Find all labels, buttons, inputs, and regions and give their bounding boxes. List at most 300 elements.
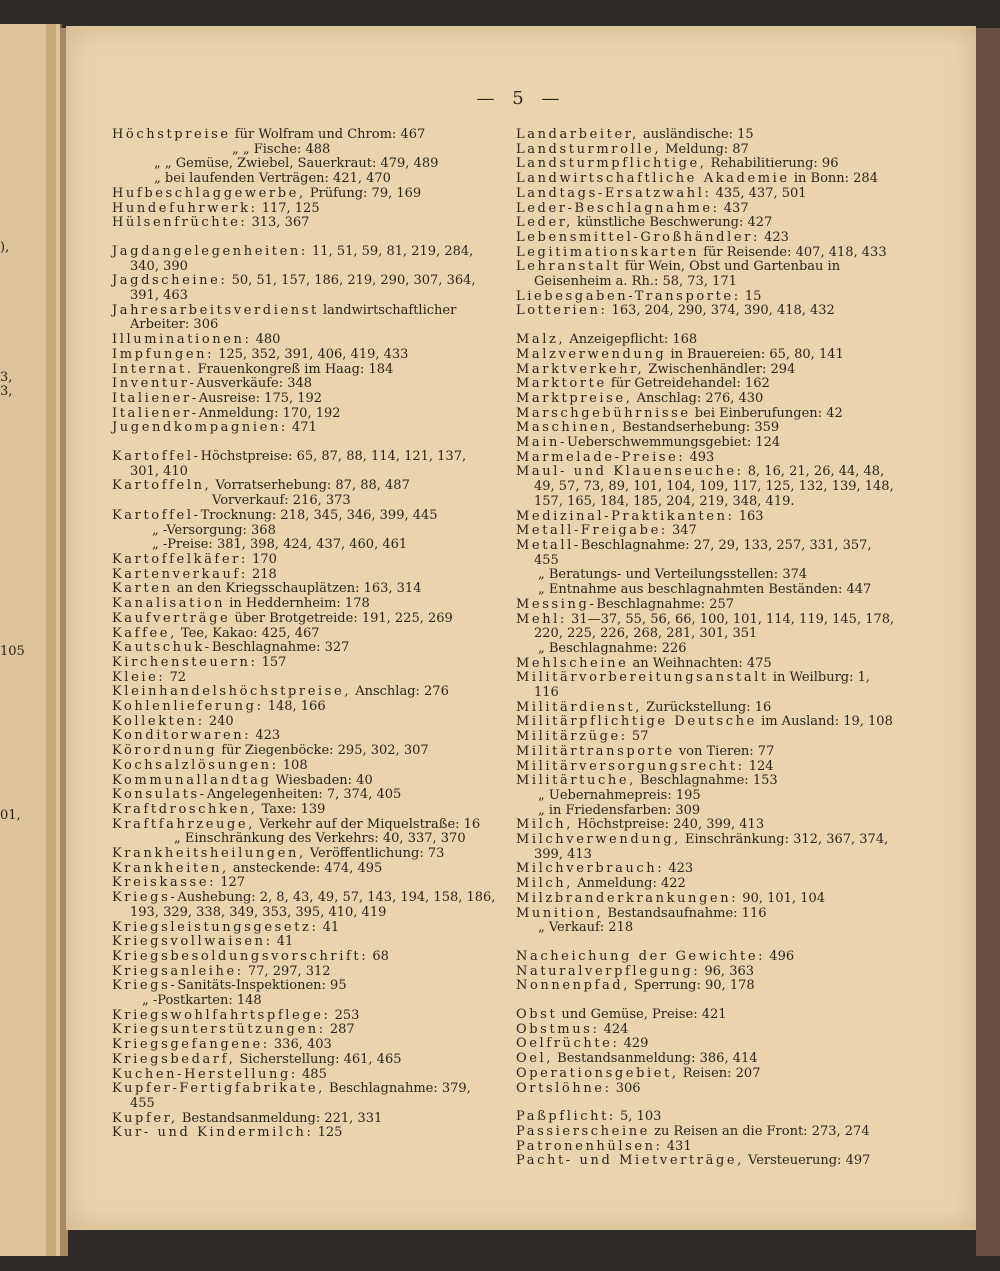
index-term: Kraftdroschken, xyxy=(112,801,258,817)
index-entry xyxy=(112,847,496,862)
index-entry xyxy=(112,891,496,920)
index-references: 424 xyxy=(599,1021,629,1037)
index-entry xyxy=(112,774,496,789)
index-entry xyxy=(516,1023,896,1038)
index-entry xyxy=(112,304,496,333)
edge-fragment: 01, xyxy=(0,808,21,823)
index-entry xyxy=(112,1009,496,1024)
index-entry xyxy=(112,1082,496,1111)
index-entry xyxy=(112,407,496,422)
index-entry xyxy=(516,583,896,598)
index-entry xyxy=(112,421,496,436)
index-references: für Reisende: 407, 418, 433 xyxy=(699,244,887,260)
index-entry xyxy=(112,582,496,597)
index-term: Milch, xyxy=(516,817,574,833)
index-entry xyxy=(112,1023,496,1038)
index-term: Höchstpreise xyxy=(112,127,231,142)
index-term: Obst xyxy=(516,1007,558,1023)
index-entry xyxy=(516,979,896,994)
index-term: Patronenhülsen: xyxy=(516,1138,663,1154)
index-term: Kochsalzlösungen: xyxy=(112,757,279,773)
index-references: 15 xyxy=(740,288,762,304)
index-references: Ausreise: 175, 192 xyxy=(198,390,323,406)
index-term: Militärdienst, xyxy=(516,699,642,715)
index-references: ansteckende: 474, 495 xyxy=(228,860,383,876)
index-entry xyxy=(112,377,496,392)
index-references: 5, 103 xyxy=(615,1109,662,1125)
index-references: 423 xyxy=(759,229,789,245)
index-references: „ Uebernahmepreis: 195 xyxy=(538,787,701,803)
index-references: 336, 403 xyxy=(269,1037,332,1053)
index-entry xyxy=(516,642,896,657)
index-entry xyxy=(516,202,896,217)
index-term: Kriegsbesoldungsvorschrift: xyxy=(112,948,369,964)
index-term: Kriegsbedarf, xyxy=(112,1051,236,1067)
index-references: 77, 297, 312 xyxy=(243,963,331,979)
index-references: Zurückstellung: 16 xyxy=(641,699,772,715)
page-number: — 5 — xyxy=(476,88,566,109)
index-term: Militärzüge: xyxy=(516,729,628,745)
index-term: Kollekten: xyxy=(112,713,205,729)
index-term: Kriegsgefangene: xyxy=(112,1037,270,1053)
index-references: 108 xyxy=(278,757,308,773)
index-entry xyxy=(516,451,896,466)
index-references: 41 xyxy=(272,934,294,950)
index-term: Illuminationen: xyxy=(112,332,252,348)
index-references: und Gemüse, Preise: 421 xyxy=(557,1007,727,1023)
index-references: 471 xyxy=(287,420,317,436)
index-term: Kartoffelkäfer: xyxy=(112,551,248,567)
index-references: 72 xyxy=(165,669,187,685)
index-references: 157 xyxy=(257,654,287,670)
index-term: Milzbranderkrankungen: xyxy=(516,890,739,906)
index-references: 31—37, 55, 56, 66, 100, 101, 114, 119, 145, 178, 220, 225, 226, 268, 281, 301, 351 xyxy=(534,611,895,642)
index-term: Oel, xyxy=(516,1051,554,1067)
index-entry xyxy=(516,730,896,745)
index-references: „ „ Fische: 488 xyxy=(232,141,331,157)
index-references: 306 xyxy=(611,1080,641,1096)
index-entry xyxy=(112,788,496,803)
index-entry xyxy=(516,818,896,833)
index-term: Italiener- xyxy=(112,390,199,406)
index-term: Maul- und Klauenseuche: xyxy=(516,464,744,480)
index-references: Versteuerung: 497 xyxy=(743,1153,871,1169)
index-references: Prüfung: 79, 169 xyxy=(305,185,422,201)
index-entry xyxy=(112,744,496,759)
index-entry xyxy=(112,494,496,509)
index-references: 96, 363 xyxy=(700,963,755,979)
index-term: Oelfrüchte: xyxy=(516,1036,620,1052)
index-entry xyxy=(516,363,896,378)
index-references: Einschränkung: 312, 367, 374, 399, 413 xyxy=(534,832,889,862)
index-term: Kaufverträge xyxy=(112,610,231,626)
index-references: Sperrung: 90, 178 xyxy=(629,978,755,994)
index-term: Jahresarbeitsverdienst xyxy=(112,302,319,318)
index-references: Aushebung: 2, 8, 43, 49, 57, 143, 194, 158, 186, 193, 329, 338, 349, 353, 395, 410, 419 xyxy=(130,890,496,920)
index-term: Lehranstalt xyxy=(516,259,621,275)
index-entry xyxy=(516,701,896,716)
index-term: Landsturmpflichtige, xyxy=(516,156,707,172)
index-references: 68 xyxy=(368,948,389,964)
index-entry xyxy=(516,804,896,819)
index-references: „ -Postkarten: 148 xyxy=(142,993,262,1009)
index-entry xyxy=(112,759,496,774)
index-term: Kartoffel- xyxy=(112,449,201,465)
index-term: Militärversorgungsrecht: xyxy=(516,758,745,774)
index-references: Frauenkongreß im Haag: 184 xyxy=(193,361,394,377)
index-references: in Weilburg: 1, 116 xyxy=(534,670,871,701)
index-term: Marktorte xyxy=(516,376,607,392)
index-term: Landarbeiter, xyxy=(516,127,639,142)
index-entry xyxy=(112,245,496,274)
index-references: Bestandsaufnahme: 116 xyxy=(603,905,767,921)
index-entry xyxy=(516,862,896,877)
index-entry xyxy=(112,656,496,671)
index-references: 41 xyxy=(318,919,340,935)
index-term: Kriegsunterstützungen: xyxy=(112,1022,326,1038)
index-term: Malzverwendung xyxy=(516,346,667,362)
index-references: 429 xyxy=(619,1036,649,1052)
index-entry xyxy=(516,950,896,965)
index-entry xyxy=(112,803,496,818)
index-entry xyxy=(112,450,496,479)
index-references: Veröffentlichung: 73 xyxy=(305,846,445,862)
index-references: 240 xyxy=(204,713,234,729)
index-references: 125, 352, 391, 406, 419, 433 xyxy=(214,346,409,362)
index-references: Vorverkauf: 216, 373 xyxy=(212,493,351,509)
index-term: Kriegsvollwaisen: xyxy=(112,934,273,950)
index-term: Kirchensteuern: xyxy=(112,654,258,670)
index-term: Kartoffeln, xyxy=(112,478,212,494)
index-entry xyxy=(516,613,896,642)
index-references: Anmeldung: 422 xyxy=(573,876,686,892)
index-term: Kriegsanleihe: xyxy=(112,963,244,979)
index-term: Lebensmittel-Großhändler: xyxy=(516,229,760,245)
index-term: Krankheitsheilungen, xyxy=(112,846,306,862)
index-references: Bestandserhebung: 359 xyxy=(618,420,780,436)
index-references: Vorratserhebung: 87, 88, 487 xyxy=(211,478,410,494)
index-entry xyxy=(516,465,896,509)
index-references: 287 xyxy=(325,1022,355,1038)
index-references: für Wein, Obst und Gartenbau in Geisenheim a. Rh.: 58, 73, 171 xyxy=(534,259,841,290)
index-term: Mehlscheine xyxy=(516,655,629,671)
index-term: Jugendkompagnien: xyxy=(112,420,288,436)
index-entry xyxy=(516,921,896,936)
index-entry xyxy=(112,979,496,994)
index-references: 117, 125 xyxy=(257,200,320,216)
section-gap xyxy=(516,1096,896,1110)
index-entry xyxy=(516,789,896,804)
index-references: Trocknung: 218, 345, 346, 399, 445 xyxy=(200,507,438,523)
index-term: Metall- xyxy=(516,537,581,553)
index-references: Beschlagnahme: 327 xyxy=(211,640,350,656)
index-term: Milchverwendung, xyxy=(516,832,681,848)
index-references: 125 xyxy=(313,1125,343,1141)
edge-fragment: 3, xyxy=(0,370,13,385)
index-entry xyxy=(516,143,896,158)
index-term: Kupfer-Fertigfabrikate, xyxy=(112,1081,325,1097)
index-term: Main- xyxy=(516,435,567,451)
index-entry xyxy=(516,568,896,583)
index-entry xyxy=(516,1067,896,1082)
index-term: Hufbeschlaggewerbe, xyxy=(112,185,306,201)
index-term: Landtags-Ersatzwahl: xyxy=(516,185,712,201)
index-entry xyxy=(516,715,896,730)
index-entry xyxy=(516,774,896,789)
index-term: Milchverbrauch: xyxy=(516,861,665,877)
index-term: Lotterien: xyxy=(516,303,608,319)
index-references: 127 xyxy=(216,875,246,891)
index-references: „ Entnahme aus beschlagnahmten Beständen: 447 xyxy=(538,582,872,598)
index-entry xyxy=(112,128,496,143)
index-references: Beschlagnahme: 379, 455 xyxy=(130,1081,471,1111)
index-references: 431 xyxy=(662,1138,692,1154)
index-references: Bestandsanmeldung: 386, 414 xyxy=(553,1051,758,1067)
index-term: Italiener- xyxy=(112,405,199,421)
index-references: in Heddernheim: 178 xyxy=(225,596,370,612)
index-references: Beschlagnahme: 27, 29, 133, 257, 331, 357, 455 xyxy=(534,537,872,568)
index-entry xyxy=(112,553,496,568)
index-term: Kartenverkauf: xyxy=(112,566,248,582)
index-references: für Ziegenböcke: 295, 302, 307 xyxy=(217,743,429,759)
index-entry xyxy=(516,304,896,319)
index-entry xyxy=(112,524,496,539)
index-references: 313, 367 xyxy=(247,215,310,231)
index-term: Marschgebührnisse xyxy=(516,405,691,421)
index-entry xyxy=(112,143,496,158)
index-references: „ -Versorgung: 368 xyxy=(152,522,276,538)
index-entry xyxy=(516,760,896,775)
index-term: Paßpflicht: xyxy=(516,1109,616,1125)
index-term: Medizinal-Praktikanten: xyxy=(516,508,735,524)
index-term: Operationsgebiet, xyxy=(516,1065,679,1081)
index-term: Jagdscheine: xyxy=(112,273,228,289)
index-references: 124 xyxy=(744,758,774,774)
index-term: Kraftfahrzeuge, xyxy=(112,816,255,832)
index-references: 218 xyxy=(247,566,277,582)
index-references: 437 xyxy=(719,200,749,216)
index-term: Pacht- und Mietverträge, xyxy=(516,1153,744,1169)
index-term: Ortslöhne: xyxy=(516,1080,612,1096)
index-entry xyxy=(516,657,896,672)
right-index-column xyxy=(516,128,896,1169)
index-references: „ Beratungs- und Verteilungsstellen: 374 xyxy=(538,567,808,583)
index-entry xyxy=(112,935,496,950)
index-term: Kupfer, xyxy=(112,1110,178,1126)
index-entry xyxy=(112,568,496,583)
index-term: Kautschuk- xyxy=(112,640,212,656)
index-term: Karten xyxy=(112,581,173,597)
index-references: „ Verkauf: 218 xyxy=(538,920,634,936)
index-entry xyxy=(112,671,496,686)
index-term: Inventur- xyxy=(112,376,197,392)
index-term: Nonnenpfad, xyxy=(516,978,630,994)
index-term: Obstmus: xyxy=(516,1021,600,1037)
index-entry xyxy=(516,1140,896,1155)
index-entry xyxy=(112,348,496,363)
index-term: Hülsenfrüchte: xyxy=(112,215,248,231)
index-term: Krankheiten, xyxy=(112,860,229,876)
index-entry xyxy=(516,833,896,862)
index-references: bei Einberufungen: 42 xyxy=(690,405,843,421)
index-entry xyxy=(112,1126,496,1141)
previous-page xyxy=(0,24,62,1256)
index-entry xyxy=(516,598,896,613)
index-references: 50, 51, 157, 186, 219, 290, 307, 364, 391, 463 xyxy=(130,273,476,304)
index-entry xyxy=(516,377,896,392)
index-entry xyxy=(516,1008,896,1023)
index-references: für Wolfram und Chrom: 467 xyxy=(230,127,426,142)
index-entry xyxy=(516,1082,896,1097)
index-references: „ „ Gemüse, Zwiebel, Sauerkraut: 479, 489 xyxy=(154,156,439,172)
index-term: Militärpflichtige Deutsche xyxy=(516,714,757,730)
index-references: Ueberschwemmungsgebiet: 124 xyxy=(566,435,781,451)
index-entry xyxy=(112,641,496,656)
index-references: im Ausland: 19, 108 xyxy=(756,714,893,730)
index-entry xyxy=(112,832,496,847)
index-references: Anschlag: 276, 430 xyxy=(632,390,764,406)
index-references: in Bonn: 284 xyxy=(789,171,878,187)
index-entry xyxy=(516,877,896,892)
index-term: Maschinen, xyxy=(516,420,619,436)
index-entry xyxy=(112,1053,496,1068)
index-entry xyxy=(516,1125,896,1140)
index-references: 90, 101, 104 xyxy=(738,890,826,906)
index-page xyxy=(66,26,976,1230)
index-term: Internat. xyxy=(112,361,194,377)
index-references: künstliche Beschwerung: 427 xyxy=(572,215,773,231)
index-entry xyxy=(516,407,896,422)
index-term: Kriegswohlfahrtspflege: xyxy=(112,1007,331,1023)
index-references: Tee, Kakao: 425, 467 xyxy=(176,625,320,641)
index-entry xyxy=(516,216,896,231)
index-references: „ Einschränkung des Verkehrs: 40, 337, 370 xyxy=(174,831,466,847)
index-term: Konditorwaren: xyxy=(112,728,252,744)
index-references: Reisen: 207 xyxy=(678,1065,761,1081)
index-term: Kartoffel- xyxy=(112,507,201,523)
index-references: Sicherstellung: 461, 465 xyxy=(235,1051,402,1067)
index-term: Munition, xyxy=(516,905,604,921)
index-term: Milch, xyxy=(516,876,574,892)
index-references: „ Beschlagnahme: 226 xyxy=(538,640,687,656)
index-term: Metall-Freigabe: xyxy=(516,523,668,539)
index-term: Passierscheine xyxy=(516,1124,650,1139)
index-entry xyxy=(516,128,896,143)
index-references: zu Reisen an die Front: 273, 274 xyxy=(649,1124,870,1139)
index-term: Legitimationskarten xyxy=(516,244,700,260)
index-references: Beschlagnahme: 153 xyxy=(635,773,778,789)
index-references: an den Kriegsschauplätzen: 163, 314 xyxy=(172,581,422,597)
index-references: 148, 166 xyxy=(263,699,326,715)
index-term: Konsulats- xyxy=(112,787,207,803)
index-term: Leder, xyxy=(516,215,573,231)
index-term: Militärtuche, xyxy=(516,773,636,789)
index-entry xyxy=(516,333,896,348)
previous-page-edge-text xyxy=(0,24,56,1256)
index-entry xyxy=(112,994,496,1009)
index-term: Marmelade-Preise: xyxy=(516,449,686,465)
index-references: Bestandsanmeldung: 221, 331 xyxy=(177,1110,383,1126)
index-term: Marktpreise, xyxy=(516,390,633,406)
index-entry xyxy=(112,157,496,172)
index-references: 485 xyxy=(297,1066,327,1082)
index-term: Marktverkehr, xyxy=(516,361,645,377)
left-index-column xyxy=(112,128,496,1141)
index-term: Leder-Beschlagnahme: xyxy=(516,200,720,216)
index-term: Kanalisation xyxy=(112,596,226,612)
index-references: 496 xyxy=(765,948,795,964)
index-entry xyxy=(112,509,496,524)
index-term: Kreiskasse: xyxy=(112,875,217,891)
index-references: Anschlag: 276 xyxy=(351,684,449,700)
book-cover-edge xyxy=(976,28,1000,1256)
index-entry xyxy=(516,172,896,187)
index-references: Taxe: 139 xyxy=(257,801,326,817)
index-entry xyxy=(112,202,496,217)
index-entry xyxy=(112,363,496,378)
index-entry xyxy=(112,392,496,407)
index-entry xyxy=(516,436,896,451)
section-gap xyxy=(112,436,496,450)
edge-fragment: 3, xyxy=(0,384,13,399)
index-references: Höchstpreise: 65, 87, 88, 114, 121, 137, 301, 410 xyxy=(130,449,467,479)
index-references: 423 xyxy=(251,728,281,744)
index-entry xyxy=(516,392,896,407)
index-references: Verkehr auf der Miquelstraße: 16 xyxy=(254,816,481,832)
index-references: für Getreidehandel: 162 xyxy=(606,376,770,392)
index-entry xyxy=(516,290,896,305)
index-references: 170 xyxy=(247,551,277,567)
index-references: „ bei laufenden Verträgen: 421, 470 xyxy=(154,171,391,187)
index-entry xyxy=(112,685,496,700)
index-entry xyxy=(112,965,496,980)
index-references: 435, 437, 501 xyxy=(711,185,807,201)
index-references: Wiesbaden: 40 xyxy=(271,772,373,788)
index-entry xyxy=(516,157,896,172)
index-term: Kaffee, xyxy=(112,625,177,641)
index-references: „ -Preise: 381, 398, 424, 437, 460, 461 xyxy=(152,537,408,553)
index-entry xyxy=(516,907,896,922)
index-entry xyxy=(516,1154,896,1169)
index-term: Malz, xyxy=(516,332,566,348)
index-references: an Weihnachten: 475 xyxy=(628,655,772,671)
index-term: Militärtransporte xyxy=(516,743,675,759)
index-entry xyxy=(516,1037,896,1052)
index-references: Anzeigepflicht: 168 xyxy=(565,332,698,348)
section-gap xyxy=(112,231,496,245)
index-entry xyxy=(112,818,496,833)
section-gap xyxy=(516,994,896,1008)
index-references: 493 xyxy=(685,449,715,465)
index-term: Naturalverpflegung: xyxy=(516,963,701,979)
index-entry xyxy=(112,479,496,494)
index-references: Meldung: 87 xyxy=(661,141,749,157)
index-references: 347 xyxy=(667,523,697,539)
index-term: Landsturmrolle, xyxy=(516,141,662,157)
index-references: über Brotgetreide: 191, 225, 269 xyxy=(230,610,453,626)
index-entry xyxy=(516,745,896,760)
index-entry xyxy=(112,612,496,627)
index-references: Höchstpreise: 240, 399, 413 xyxy=(573,817,765,833)
index-references: 163 xyxy=(734,508,764,524)
index-term: Kommunallandtag xyxy=(112,772,272,788)
index-entry xyxy=(516,1110,896,1125)
index-references: 57 xyxy=(627,729,649,745)
index-references: Rehabilitierung: 96 xyxy=(706,156,839,172)
edge-fragment: 105 xyxy=(0,644,25,659)
index-entry xyxy=(112,172,496,187)
index-term: Militärvorbereitungsanstalt xyxy=(516,670,769,686)
